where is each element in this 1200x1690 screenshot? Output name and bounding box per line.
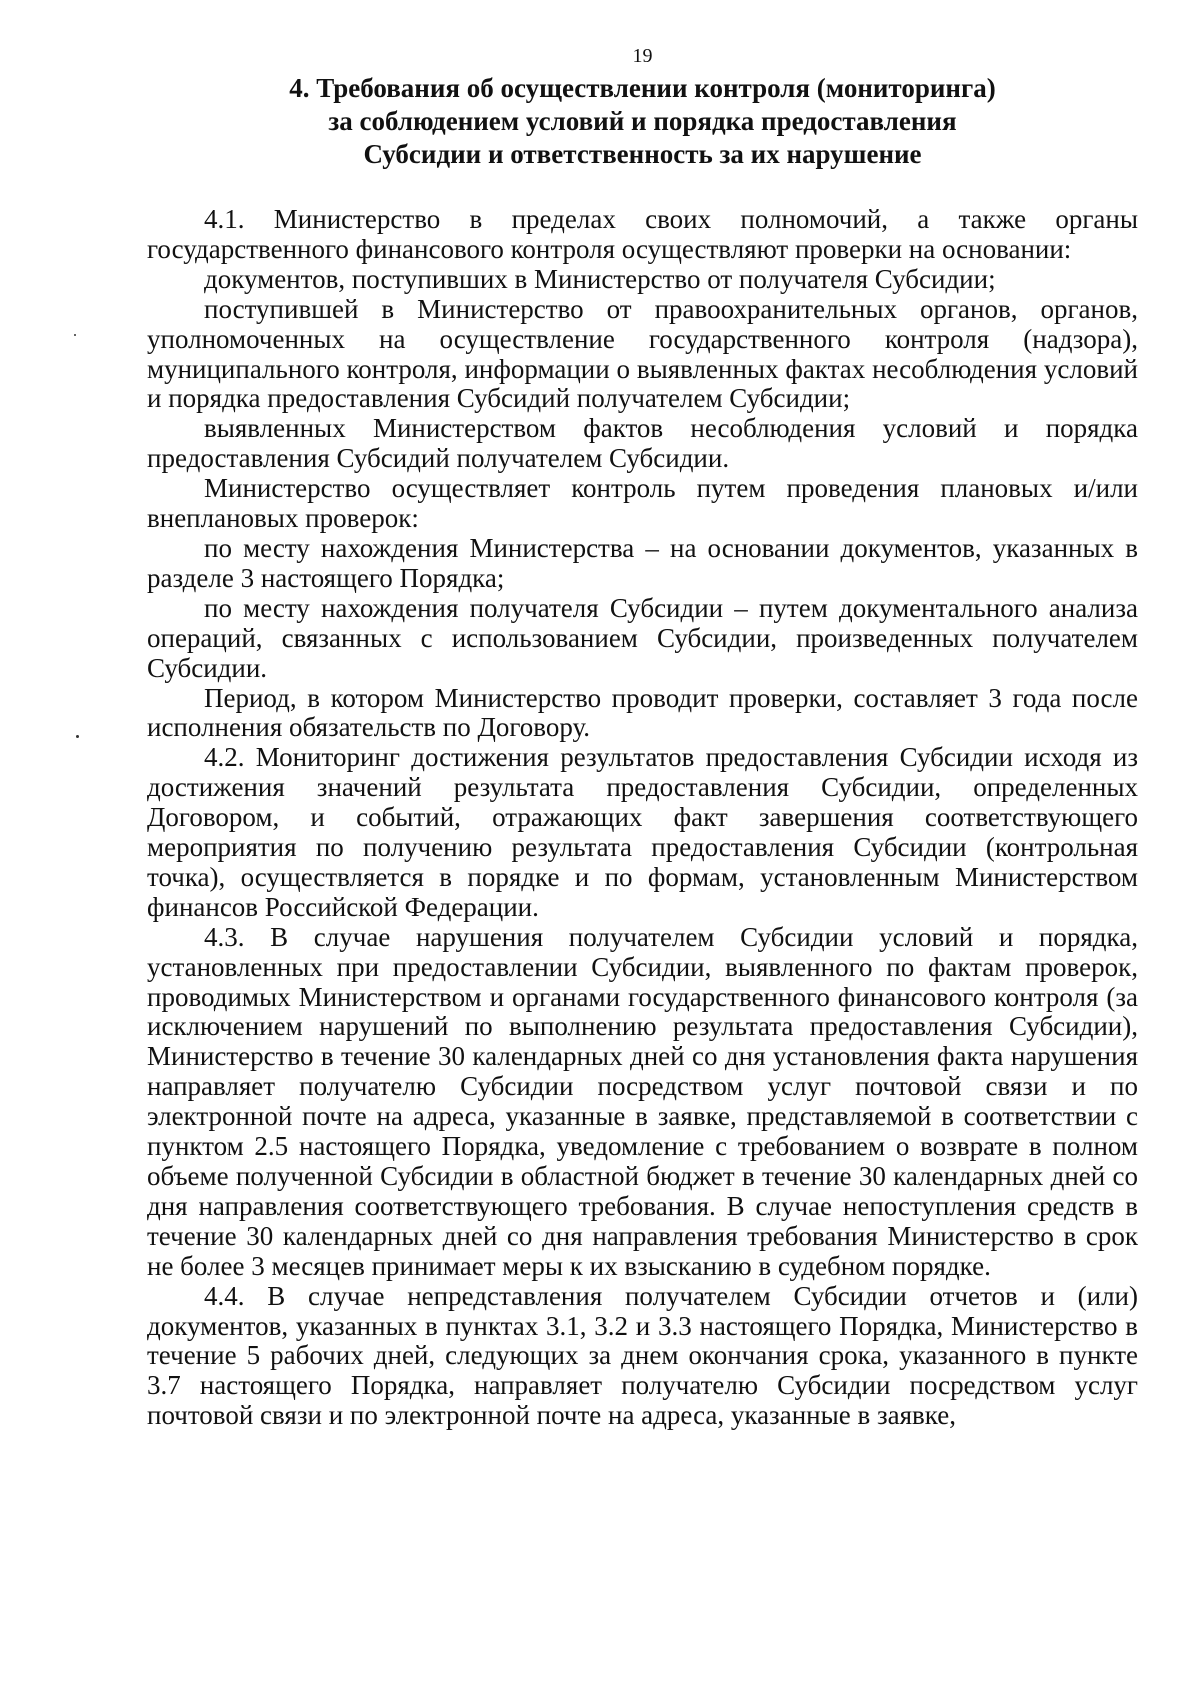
paragraph-4-1: 4.1. Министерство в пределах своих полномочий, а также органы государственного финансового контроля осуществляют проверки на основании: (147, 204, 1138, 264)
paragraph-documents: документов, поступивших в Министерство от получателя Субсидии; (204, 263, 996, 294)
paragraph-ministry-location: по месту нахождения Министерства – на основании документов, указанных в разделе 3 настоящего Порядка; (147, 532, 1138, 593)
paragraph-detected-facts: выявленных Министерством фактов несоблюдения условий и порядка предоставления Субсидий получателем Субсидии. (147, 413, 1138, 474)
paragraph-recipient-location: по месту нахождения получателя Субсидии – путем документального анализа операций, связанных с использованием Субсидии, произведенных получателем Субсидии. (147, 592, 1138, 683)
section-heading-line-1: 4. Требования об осуществлении контроля (мониторинга) (289, 73, 996, 103)
scan-speck (76, 735, 79, 738)
paragraph-4-3: 4.3. В случае нарушения получателем Субсидии условий и порядка, установленных при предоставлении Субсидии, выявленного по фактам проверок, проводимых Министерством и органами государственного финансового контроля (за исключением нарушений по выполнению результата предоставления Субсидии), Министерство в течение 30 календарных дней со дня установления факта нарушения направляет получателю Субсидии посредством услуг почтовой связи и по электронной почте на адреса, указанные в заявке, представляемой в соответствии с пунктом 2.5 настоящего Порядка, уведомление с требованием о возврате в полном объеме полученной Субсидии в областной бюджет в течение 30 календарных дней со дня направления соответствующего требования. В случае непоступления средств в течение 30 календарных дней со дня направления требования Министерство в срок не более 3 месяцев принимает меры к их взысканию в судебном порядке. (147, 921, 1138, 1281)
scan-speck (74, 334, 76, 336)
section-heading-line-2: за соблюдением условий и порядка предоставления (328, 106, 957, 136)
paragraph-audit-period: Период, в котором Министерство проводит проверки, составляет 3 года после исполнения обязательств по Договору. (147, 682, 1138, 743)
page-number: 19 (632, 45, 653, 67)
paragraph-control-method: Министерство осуществляет контроль путем проведения плановых и/или внеплановых проверок: (147, 473, 1138, 534)
section-heading (147, 72, 1138, 171)
paragraph-4-4: 4.4. В случае непредставления получателем Субсидии отчетов и (или) документов, указанных в пунктах 3.1, 3.2 и 3.3 настоящего Порядка, Министерство в течение 5 рабочих дней, следующих за днем окончания срока, указанного в пункте 3.7 настоящего Порядка, направляет получателю Субсидии посредством услуг почтовой связи и по электронной почте на адреса, указанные в заявке, (147, 1280, 1138, 1431)
paragraph-4-2: 4.2. Мониторинг достижения результатов предоставления Субсидии исходя из достижения значений результата предоставления Субсидии, определенных Договором, и событий, отражающих факт завершения соответствующего мероприятия по получению результата предоставления Субсидии (контрольная точка), осуществляется в порядке и по формам, установленным Министерством финансов Российской Федерации. (147, 742, 1138, 922)
paragraph-law-enforcement: поступившей в Министерство от правоохранительных органов, органов, уполномоченных на осуществление государственного контроля (надзора), муниципального контроля, информации о выявленных фактах несоблюдения условий и порядка предоставления Субсидий получателем Субсидии; (147, 293, 1138, 414)
body-text (147, 205, 1138, 1431)
section-heading-line-3: Субсидии и ответственность за их нарушение (363, 139, 922, 169)
